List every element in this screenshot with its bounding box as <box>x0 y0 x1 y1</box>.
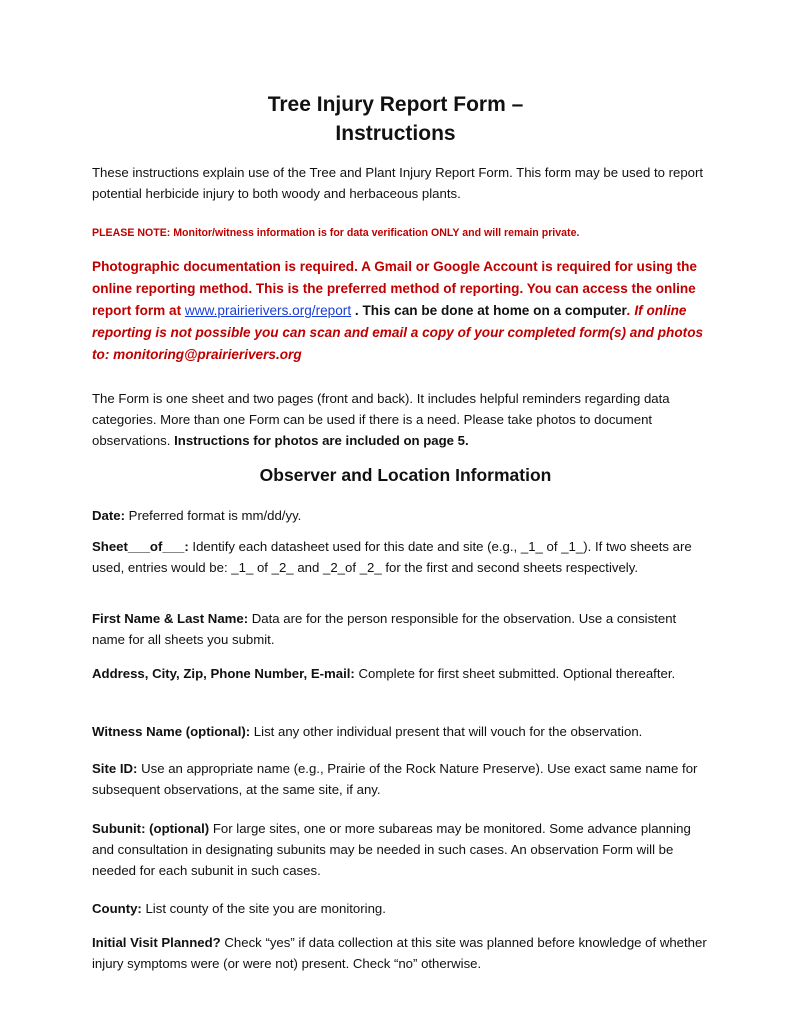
site-label: Site ID: <box>92 761 138 776</box>
intro-paragraph: These instructions explain use of the Tree and Plant Injury Report Form. This form may be used to report potential herbicide injury to both woody and herbaceous plants. <box>92 165 704 201</box>
form-description-text: The Form is one sheet and two pages (front and back). It includes helpful reminders regarding data categories. More than one Form can be used if there is a need. Please take photos to document observations. <box>92 391 670 448</box>
page-title: Tree Injury Report Form – <box>267 93 524 116</box>
sheet-text: of <box>253 560 272 575</box>
subunit-text: For large sites, one or more subareas may be monitored. Some advance planning and consultation in designating subunits may be needed in such cases. An observation Form will be needed for each subunit in such cases. <box>92 821 691 878</box>
subunit-instruction <box>92 818 712 881</box>
address-text: Complete for first sheet submitted. Optional thereafter. <box>354 666 676 681</box>
name-instruction <box>92 608 712 650</box>
initial-visit-instruction <box>92 932 712 974</box>
county-instruction <box>92 898 712 919</box>
photo-instructions-note: Instructions for photos are included on page 5. <box>174 433 469 448</box>
privacy-note: PLEASE NOTE: Monitor/witness information is for data verification ONLY and will remain private. <box>92 227 580 239</box>
witness-text: List any other individual present that will vouch for the observation. <box>250 724 643 739</box>
sheet-example: _2_ <box>359 560 382 575</box>
address-instruction <box>92 663 712 684</box>
sheet-text: of <box>542 539 562 554</box>
section-heading: Observer and Location Information <box>259 465 552 485</box>
sheet-example: _1_ <box>520 539 543 554</box>
photo-requirement-text-2: . This can be done at home on a computer <box>351 303 627 318</box>
site-text: Use an appropriate name (e.g., Prairie of the Rock Nature Preserve). Use exact same name for subsequent observations, at the same site, if any. <box>92 761 698 797</box>
date-instruction <box>92 505 712 526</box>
sheet-text: for the first and second sheets respectively. <box>381 560 639 575</box>
date-label: Date: <box>92 508 125 523</box>
sheet-text: and <box>293 560 323 575</box>
name-text: Data are for the person responsible for the observation. Use a consistent name for all sheets you submit. <box>92 611 677 647</box>
sheet-instruction <box>92 536 712 578</box>
email-instructions: . If online reporting is not possible you can scan and email a copy of your completed form(s) and photos to: monitoring@prairierivers.org <box>92 303 704 362</box>
form-description <box>92 388 712 451</box>
address-label: Address, City, Zip, Phone Number, E-mail: <box>92 666 355 681</box>
witness-instruction <box>92 721 712 742</box>
photo-requirement-text: Photographic documentation is required. A Gmail or Google Account is required for using the online reporting method. This is the preferred method of reporting. You can access the online report form at <box>92 259 697 318</box>
witness-label: Witness Name (optional): <box>92 724 251 739</box>
sheet-text: ). If two sheets are used, entries would be: <box>92 539 692 575</box>
report-link[interactable]: www.prairierivers.org/report <box>184 303 352 318</box>
initial-visit-text: Check “yes” if data collection at this site was planned before knowledge of whether injury symptoms were (or were not) present. Check “no” otherwise. <box>92 935 707 971</box>
sheet-text: Identify each datasheet used for this date and site (e.g., <box>188 539 521 554</box>
sheet-text: of <box>345 560 360 575</box>
sheet-example: _2_ <box>323 560 346 575</box>
sheet-example: _1_ <box>561 539 584 554</box>
sheet-label: Sheet___of___: <box>92 539 189 554</box>
photo-requirement-paragraph <box>92 256 712 366</box>
sheet-example: _1_ <box>231 560 254 575</box>
sheet-example: _2_ <box>271 560 294 575</box>
name-label: First Name & Last Name: <box>92 611 249 626</box>
initial-visit-label: Initial Visit Planned? <box>92 935 221 950</box>
page-subtitle: Instructions <box>335 122 456 145</box>
county-text: List county of the site you are monitoring. <box>141 901 386 916</box>
site-instruction <box>92 758 712 800</box>
subunit-label: Subunit: (optional) <box>92 821 210 836</box>
county-label: County: <box>92 901 142 916</box>
date-text: Preferred format is mm/dd/yy. <box>124 508 302 523</box>
